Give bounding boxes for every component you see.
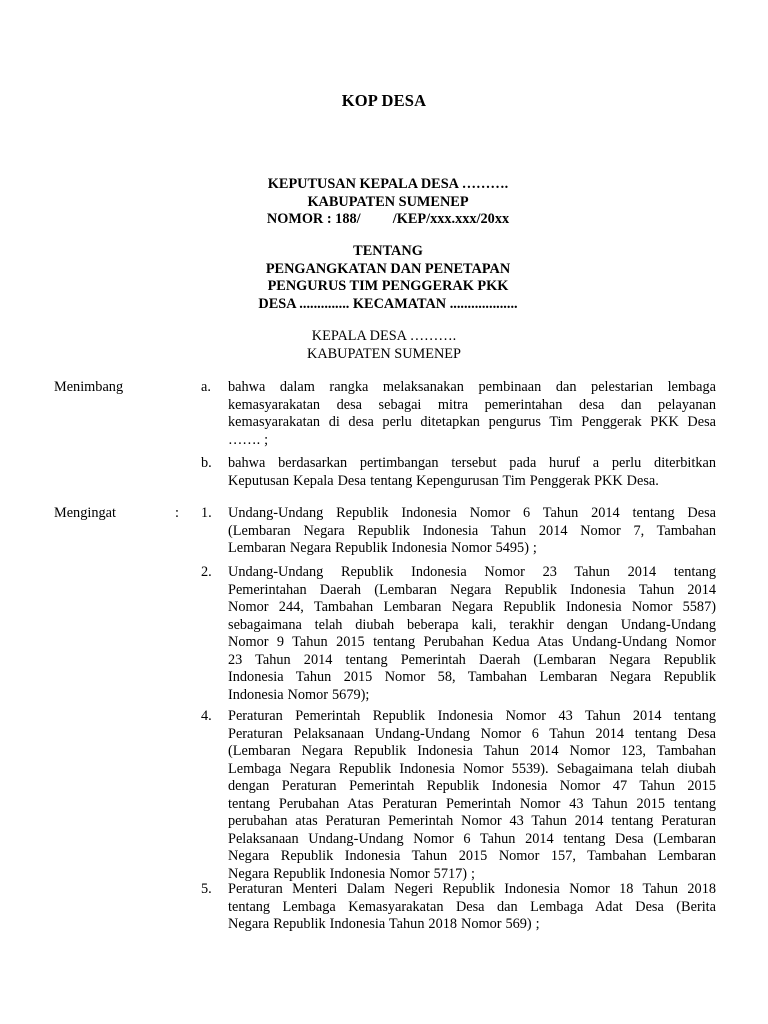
text-line: Negara Republik Indonesia Tahun 2015 Nomor 157, Tambahan Lembaran — [228, 848, 716, 864]
menimbang-marker-a: a. — [201, 379, 211, 395]
text-line: Undang-Undang Republik Indonesia Nomor 23 Tahun 2014 tentang — [228, 564, 716, 580]
mengingat-marker-2: 2. — [201, 564, 212, 580]
text-line: tentang Perubahan Atas Peraturan Pemerintah Nomor 43 Tahun 2015 tentang — [228, 795, 716, 812]
text-line: Nomor 244, Tambahan Lembaran Negara Republik Indonesia Nomor 5587) — [228, 599, 716, 615]
menimbang-item-a — [228, 379, 716, 449]
menimbang-label: Menimbang — [54, 379, 124, 395]
text-line: kemasyarakatan desa sebagai mitra pemerintahan desa dan pelayanan — [228, 396, 716, 413]
text-line: Pelaksanaan Undang-Undang Nomor 6 Tahun 2014 tentang Desa (Lembaran — [228, 830, 716, 847]
subject-line-1: PENGANGKATAN DAN PENETAPAN — [265, 260, 511, 277]
mengingat-item-2 — [228, 564, 716, 704]
text-line: Peraturan Pelaksanaan Undang-Undang Nomor 6 Tahun 2014 tentang Desa — [228, 725, 716, 742]
text-line: Peraturan Pemerintah Republik Indonesia Nomor 43 Tahun 2014 tentang — [228, 708, 716, 724]
text-line: bahwa dalam rangka melaksanakan pembinaan dan pelestarian lembaga — [228, 379, 716, 395]
subject-tentang: TENTANG — [353, 243, 423, 259]
mengingat-item-1 — [228, 505, 716, 558]
official-heading — [0, 328, 768, 363]
mengingat-marker-1: 1. — [201, 505, 212, 521]
text-line: Lembaga Negara Republik Indonesia Nomor 5539). Sebagaimana telah diubah — [228, 760, 716, 777]
letterhead-title: KOP DESA — [341, 91, 427, 110]
decree-number: NOMOR : 188/ /KEP/xxx.xxx/20xx — [266, 211, 510, 227]
text-line: Keputusan Kepala Desa tentang Kepengurusan Tim Penggerak PKK Desa. — [228, 472, 659, 489]
text-line: tentang Lembaga Kemasyarakatan Desa dan Lembaga Adat Desa (Berita — [228, 898, 716, 915]
mengingat-label: Mengingat — [54, 505, 116, 521]
subject-line-2: PENGURUS TIM PENGGERAK PKK — [267, 278, 509, 294]
text-line: ……. ; — [228, 431, 269, 448]
mengingat-item-4 — [228, 708, 716, 883]
subject-line-3: DESA .............. KECAMATAN ................... — [258, 295, 518, 312]
text-line: bahwa berdasarkan pertimbangan tersebut pada huruf a perlu diterbitkan — [228, 455, 716, 471]
decree-title: KEPUTUSAN KEPALA DESA ………. — [267, 176, 509, 192]
text-line: Lembaran Negara Republik Indonesia Nomor 5495) ; — [228, 540, 537, 556]
mengingat-marker-4: 4. — [201, 708, 212, 724]
menimbang-item-b — [228, 455, 716, 490]
text-line: Undang-Undang Republik Indonesia Nomor 6 Tahun 2014 tentang Desa — [228, 505, 716, 521]
text-line: kemasyarakatan di desa perlu ditetapkan pengurus Tim Penggerak PKK Desa — [228, 414, 716, 430]
text-line: Negara Republik Indonesia Nomor 5717) ; — [228, 865, 475, 882]
text-line: Indonesia Nomor 5679); — [228, 686, 370, 703]
text-line: Pemerintahan Daerah (Lembaran Negara Republik Indonesia Tahun 2014 — [228, 581, 716, 598]
text-line: perubahan atas Peraturan Pemerintah Nomor 43 Tahun 2014 tentang Peraturan — [228, 813, 716, 829]
menimbang-marker-b: b. — [201, 455, 212, 471]
text-line: Negara Republik Indonesia Tahun 2018 Nomor 569) ; — [228, 916, 540, 932]
decree-heading — [0, 176, 768, 229]
official-title: KEPALA DESA ………. — [311, 328, 457, 344]
text-line: Indonesia Tahun 2015 Nomor 58, Tambahan Lembaran Negara Republik — [228, 669, 716, 685]
mengingat-colon: : — [175, 505, 179, 521]
mengingat-marker-5: 5. — [201, 881, 212, 897]
text-line: dengan Peraturan Pemerintah Republik Indonesia Nomor 47 Tahun 2015 — [228, 778, 716, 794]
official-regency: KABUPATEN SUMENEP — [307, 345, 461, 362]
text-line: (Lembaran Negara Republik Indonesia Tahun 2014 Nomor 7, Tambahan — [228, 522, 716, 539]
text-line: (Lembaran Negara Republik Indonesia Tahun 2014 Nomor 123, Tambahan — [228, 743, 716, 759]
subject-heading — [0, 243, 768, 313]
text-line: sebagaimana telah diubah beberapa kali, terakhir dengan Undang-Undang — [228, 616, 716, 633]
decree-regency: KABUPATEN SUMENEP — [307, 193, 469, 210]
mengingat-item-5 — [228, 881, 716, 934]
text-line: Peraturan Menteri Dalam Negeri Republik Indonesia Nomor 18 Tahun 2018 — [228, 881, 716, 897]
text-line: Nomor 9 Tahun 2015 tentang Perubahan Kedua Atas Undang-Undang Nomor — [228, 634, 716, 650]
text-line: 23 Tahun 2014 tentang Pemerintah Daerah (Lembaran Negara Republik — [228, 651, 716, 668]
